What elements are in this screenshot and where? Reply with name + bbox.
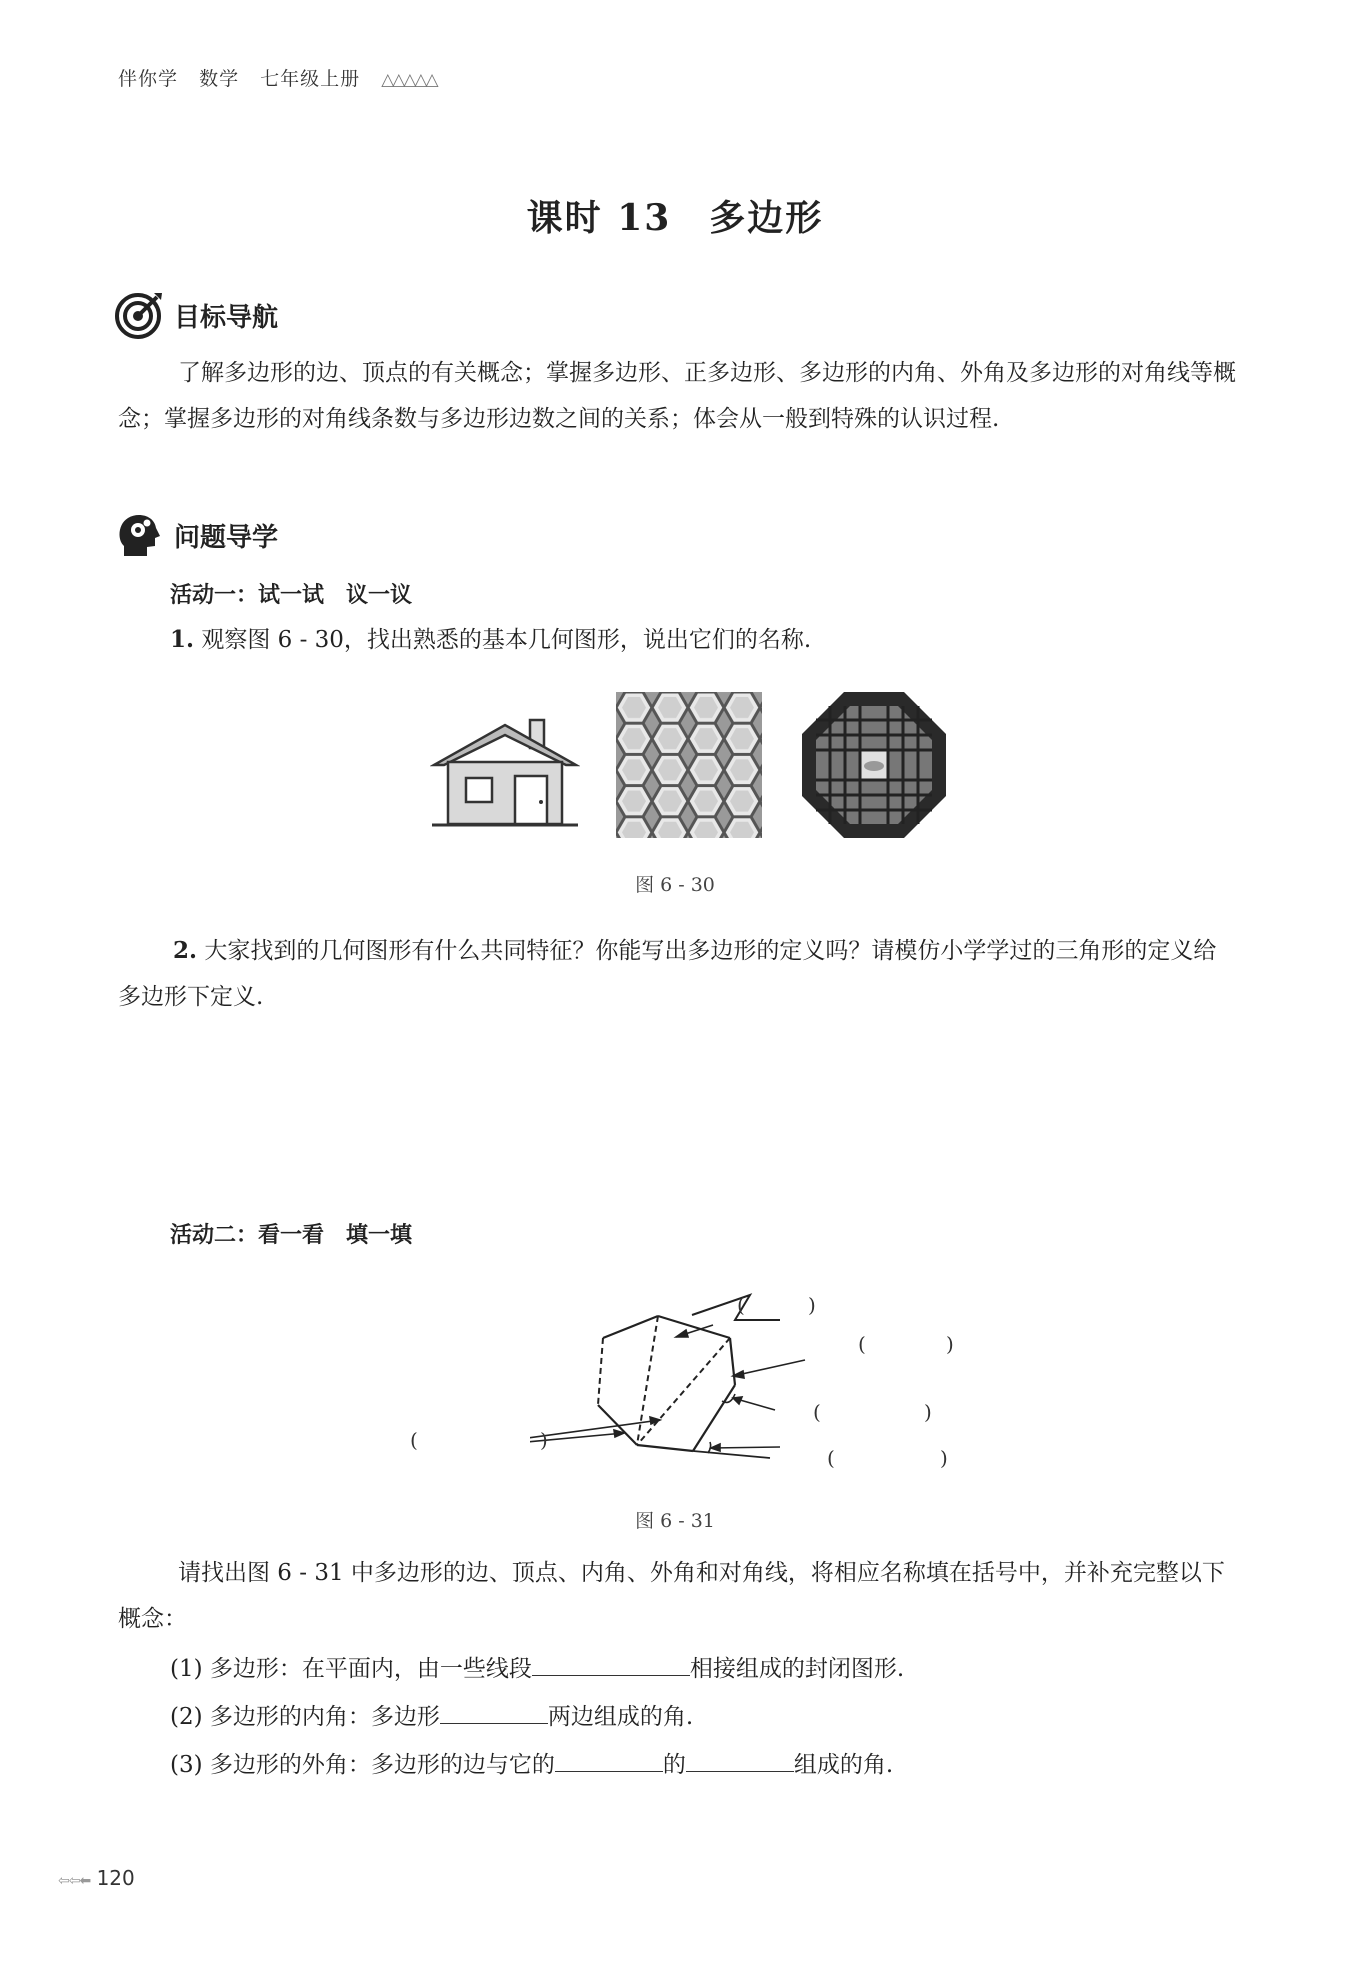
concept-item-2 bbox=[170, 1694, 1230, 1740]
polygon-diagram bbox=[530, 1290, 970, 1470]
label-paren-close: ) bbox=[940, 1446, 948, 1470]
page-number-area bbox=[58, 1866, 135, 1890]
fill-blank-1[interactable] bbox=[532, 1649, 690, 1676]
header-grade: 七年级上册 bbox=[260, 68, 361, 90]
header-triangles: △△△△△ bbox=[381, 70, 437, 90]
header-book: 伴你学 bbox=[118, 68, 179, 90]
figure-6-31-caption: 图 6 - 31 bbox=[635, 1510, 715, 1532]
header-subject: 数学 bbox=[199, 68, 240, 90]
octagon-window-picture bbox=[800, 690, 948, 840]
page-number: 120 bbox=[96, 1866, 135, 1890]
activity1-title: 活动一：试一试 议一议 bbox=[170, 583, 413, 608]
question-1-text: 观察图 6 - 30，找出熟悉的基本几何图形，说出它们的名称. bbox=[201, 627, 812, 653]
fill-blank-3[interactable] bbox=[555, 1745, 663, 1772]
concept-item-3 bbox=[170, 1742, 1230, 1788]
activity2-instruction: 请找出图 6 - 31 中多边形的边、顶点、内角、外角和对角线，将相应名称填在括号中，并补充完整以下概念： bbox=[118, 1560, 1225, 1632]
question-1-number: 1. bbox=[170, 626, 195, 653]
fill-blank-2[interactable] bbox=[440, 1697, 548, 1724]
concept-item-3-text-a: (3) 多边形的外角：多边形的边与它的 bbox=[170, 1752, 555, 1778]
label-paren-open: ( bbox=[737, 1293, 745, 1317]
label-paren-open: ( bbox=[813, 1400, 821, 1424]
concept-item-3-text-b: 的 bbox=[662, 1752, 686, 1778]
head-gear-icon bbox=[114, 510, 164, 560]
honeycomb-picture bbox=[616, 692, 762, 838]
concept-item-1-text-a: (1) 多边形：在平面内，由一些线段 bbox=[170, 1656, 532, 1682]
concept-item-2-text-b: 两边组成的角. bbox=[547, 1704, 694, 1730]
label-paren-open: ( bbox=[410, 1428, 418, 1452]
concept-item-1 bbox=[170, 1646, 1230, 1692]
target-icon bbox=[114, 290, 164, 340]
label-paren-close: ) bbox=[946, 1332, 954, 1356]
question-1 bbox=[170, 617, 1230, 663]
page-title: 课时 13 多边形 bbox=[526, 197, 824, 239]
section-goal-title: 目标导航 bbox=[174, 302, 279, 333]
figure-6-30-caption: 图 6 - 30 bbox=[635, 874, 715, 896]
question-2-number: 2. bbox=[173, 937, 198, 964]
fill-blank-4[interactable] bbox=[686, 1745, 794, 1772]
label-paren-close: ) bbox=[540, 1428, 548, 1452]
concept-item-1-text-b: 相接组成的封闭图形. bbox=[689, 1656, 905, 1682]
section-goal-heading bbox=[114, 290, 278, 340]
arrow-left-icon: ⇦⇦⬅ bbox=[58, 1873, 91, 1889]
concept-item-2-text-a: (2) 多边形的内角：多边形 bbox=[170, 1704, 440, 1730]
label-paren-close: ) bbox=[808, 1293, 816, 1317]
activity2-title: 活动二：看一看 填一填 bbox=[170, 1223, 413, 1248]
question-2 bbox=[118, 928, 1238, 1020]
section-question-title: 问题导学 bbox=[174, 522, 279, 553]
house-picture bbox=[430, 690, 580, 840]
label-paren-open: ( bbox=[827, 1446, 835, 1470]
label-paren-open: ( bbox=[858, 1332, 866, 1356]
goal-paragraph: 了解多边形的边、顶点的有关概念；掌握多边形、正多边形、多边形的内角、外角及多边形的对角线等概念；掌握多边形的对角线条数与多边形边数之间的关系；体会从一般到特殊的认识过程. bbox=[118, 360, 1236, 432]
running-header bbox=[118, 64, 451, 91]
section-question-heading bbox=[114, 510, 278, 560]
label-paren-close: ) bbox=[924, 1400, 932, 1424]
concept-item-3-text-c: 组成的角. bbox=[793, 1752, 894, 1778]
question-2-text: 大家找到的几何图形有什么共同特征？你能写出多边形的定义吗？请模仿小学学过的三角形的定义给多边形下定义. bbox=[118, 938, 1217, 1010]
